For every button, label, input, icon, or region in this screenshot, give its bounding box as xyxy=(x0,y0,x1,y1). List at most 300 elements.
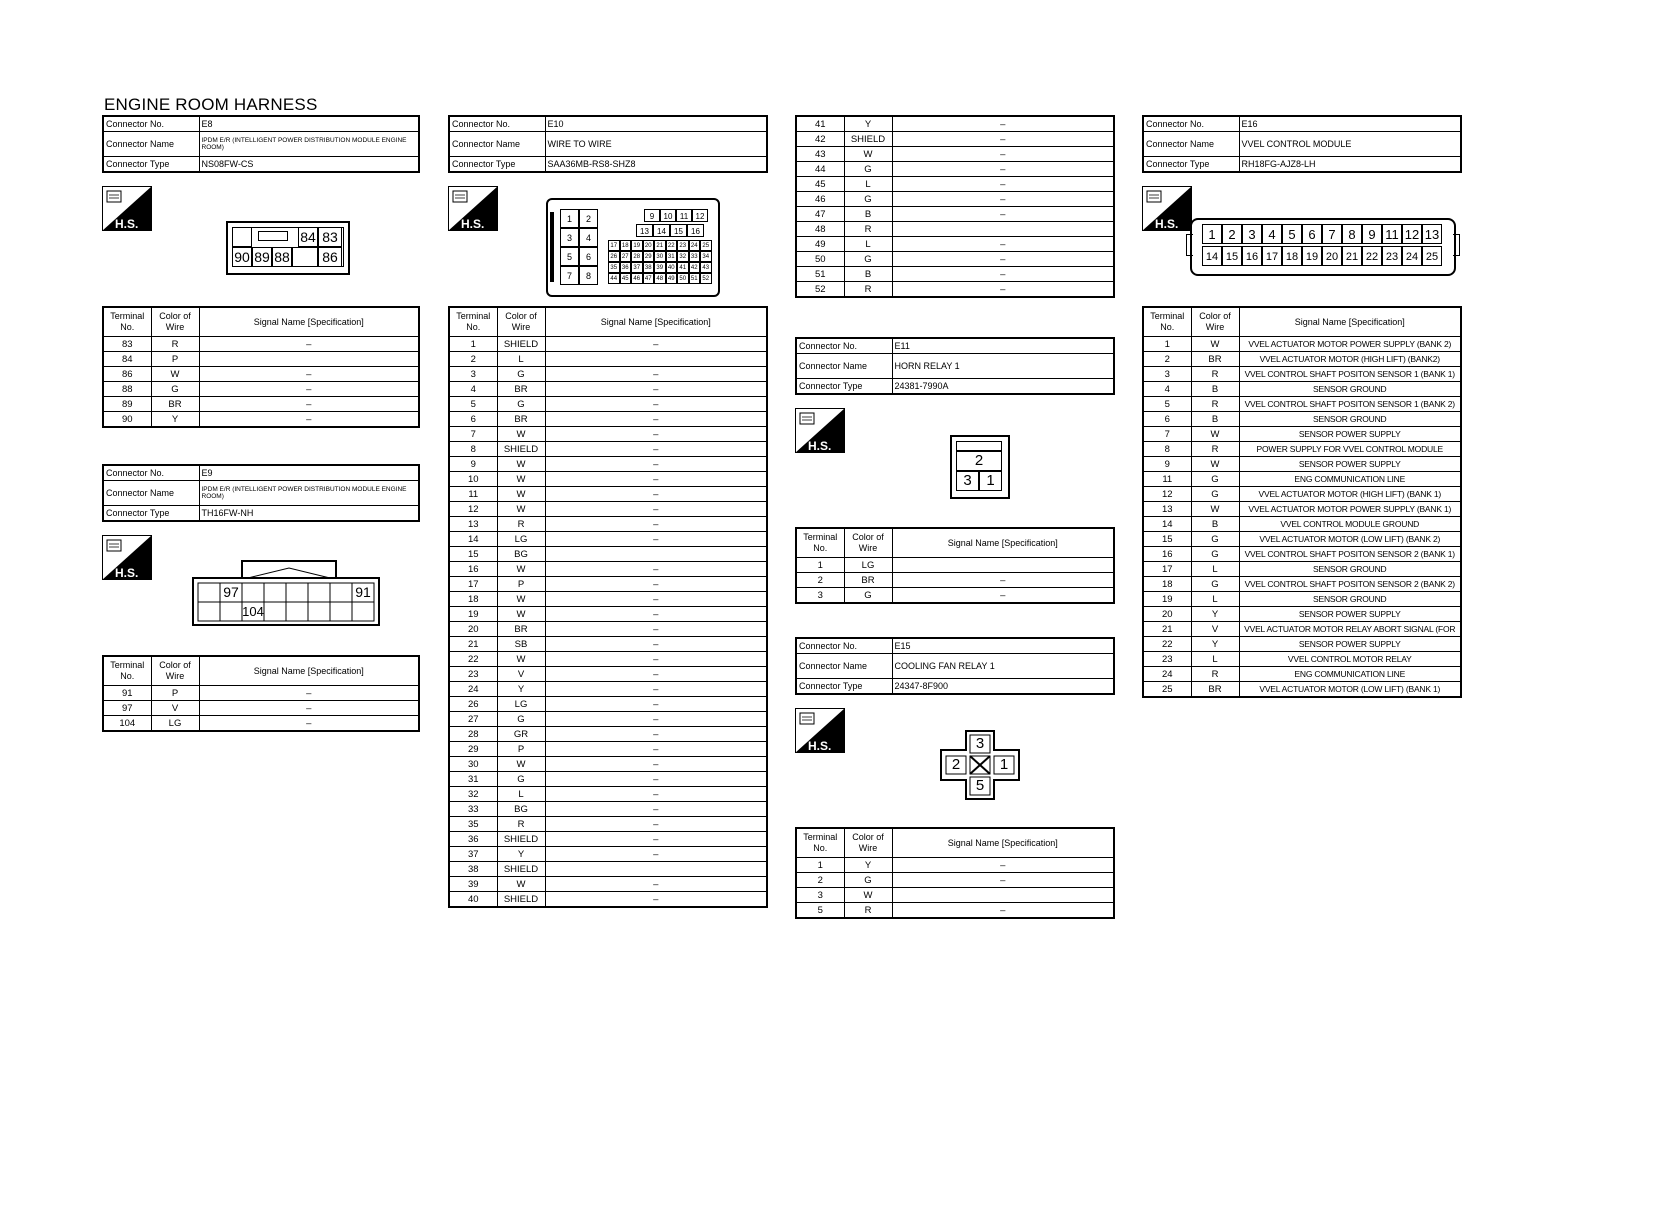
wire-color-cell: W xyxy=(497,757,545,772)
pin: 29 xyxy=(643,251,655,262)
e8-no: E8 xyxy=(199,116,419,132)
table-row xyxy=(449,682,767,697)
e15-name: COOLING FAN RELAY 1 xyxy=(892,654,1114,679)
wire-color-cell: G xyxy=(151,382,199,397)
table-row xyxy=(796,252,1114,267)
pin: 17 xyxy=(1262,246,1282,266)
pin: 16 xyxy=(1242,246,1262,266)
e10-terminal-table-cont xyxy=(795,115,1115,298)
table-row xyxy=(449,652,767,667)
signal-name-cell: SENSOR POWER SUPPLY xyxy=(1239,607,1461,622)
hs-label: H.S. xyxy=(808,739,832,753)
signal-name-cell: – xyxy=(545,712,767,727)
e10-no: E10 xyxy=(545,116,767,132)
signal-name-cell: VVEL CONTROL SHAFT POSITON SENSOR 1 (BANK 1) xyxy=(1239,367,1461,382)
table-row xyxy=(449,442,767,457)
wire-color-cell: Y xyxy=(1191,607,1239,622)
e16-name: VVEL CONTROL MODULE xyxy=(1239,132,1461,157)
terminal-no-cell: 43 xyxy=(796,147,844,162)
wire-color-cell: W xyxy=(497,427,545,442)
signal-name-cell: – xyxy=(545,337,767,352)
signal-name-cell: – xyxy=(545,667,767,682)
terminal-no-cell: 37 xyxy=(449,847,497,862)
pin: 45 xyxy=(620,273,632,284)
signal-name-cell xyxy=(892,558,1114,573)
terminal-no-cell: 11 xyxy=(449,487,497,502)
terminal-no-cell: 29 xyxy=(449,742,497,757)
signal-name-cell: SENSOR GROUND xyxy=(1239,382,1461,397)
wire-color-cell: BR xyxy=(497,622,545,637)
pin: 4 xyxy=(579,228,598,247)
terminal-no-cell: 11 xyxy=(1143,472,1191,487)
wire-color-cell: W xyxy=(1191,457,1239,472)
signal-name-cell: – xyxy=(545,577,767,592)
label: Connector Type xyxy=(103,157,199,173)
table-row xyxy=(449,562,767,577)
table-row xyxy=(1143,652,1461,667)
wire-color-cell: SHIELD xyxy=(497,442,545,457)
wire-color-cell: L xyxy=(844,177,892,192)
table-row xyxy=(449,427,767,442)
wire-color-cell: W xyxy=(497,472,545,487)
table-row xyxy=(1143,607,1461,622)
terminal-no-cell: 4 xyxy=(1143,382,1191,397)
pin: 20 xyxy=(1322,246,1342,266)
table-row xyxy=(103,686,419,701)
terminal-no-cell: 83 xyxy=(103,337,151,352)
table-row xyxy=(1143,382,1461,397)
table-row xyxy=(796,192,1114,207)
terminal-no-cell: 9 xyxy=(1143,457,1191,472)
signal-name-cell: – xyxy=(545,652,767,667)
e16-type: RH18FG-AJZ8-LH xyxy=(1239,157,1461,173)
pin: 3 xyxy=(560,228,579,247)
terminal-no-cell: 19 xyxy=(1143,592,1191,607)
terminal-no-cell: 38 xyxy=(449,862,497,877)
terminal-no-cell: 22 xyxy=(449,652,497,667)
table-row xyxy=(449,457,767,472)
pin: 83 xyxy=(318,227,342,247)
e11-no: E11 xyxy=(892,338,1114,354)
pin: 46 xyxy=(631,273,643,284)
signal-name-cell: – xyxy=(545,742,767,757)
wire-color-cell: G xyxy=(497,712,545,727)
terminal-no-cell: 12 xyxy=(449,502,497,517)
wire-color-cell: P xyxy=(151,352,199,367)
signal-name-cell: – xyxy=(545,877,767,892)
e15-connector-diagram xyxy=(940,730,1020,800)
pin: 25 xyxy=(700,240,712,251)
wire-color-cell: P xyxy=(151,686,199,701)
e15-no: E15 xyxy=(892,638,1114,654)
signal-name-cell: – xyxy=(545,622,767,637)
pin: 47 xyxy=(643,273,655,284)
pin: 12 xyxy=(692,209,708,222)
table-row xyxy=(449,502,767,517)
terminal-no-cell: 44 xyxy=(796,162,844,177)
table-row xyxy=(449,607,767,622)
terminal-no-cell: 9 xyxy=(449,457,497,472)
e10-type: SAA36MB-RS8-SHZ8 xyxy=(545,157,767,173)
table-row xyxy=(103,352,419,367)
pin: 15 xyxy=(670,224,687,237)
signal-name-cell: SENSOR POWER SUPPLY xyxy=(1239,637,1461,652)
table-row xyxy=(1143,637,1461,652)
table-row xyxy=(1143,367,1461,382)
wire-color-cell: LG xyxy=(497,532,545,547)
label: Connector No. xyxy=(103,116,199,132)
table-row xyxy=(449,367,767,382)
pin: 2 xyxy=(579,209,598,228)
table-row xyxy=(1143,487,1461,502)
wire-color-cell: G xyxy=(844,873,892,888)
terminal-no-cell: 88 xyxy=(103,382,151,397)
signal-name-cell: – xyxy=(199,716,419,732)
terminal-no-cell: 1 xyxy=(1143,337,1191,352)
table-row xyxy=(449,637,767,652)
e16-connector-diagram xyxy=(1190,218,1456,276)
table-row xyxy=(449,472,767,487)
label: Connector Type xyxy=(1143,157,1239,173)
e8-terminal-table xyxy=(102,306,420,428)
wire-color-cell: G xyxy=(497,397,545,412)
table-row xyxy=(449,892,767,908)
e9-type: TH16FW-NH xyxy=(199,506,419,522)
e16-info xyxy=(1142,115,1462,173)
terminal-no-cell: 49 xyxy=(796,237,844,252)
wire-color-cell: LG xyxy=(497,697,545,712)
terminal-no-cell: 15 xyxy=(449,547,497,562)
signal-name-cell: – xyxy=(545,847,767,862)
terminal-no-cell: 1 xyxy=(796,858,844,873)
signal-name-cell: – xyxy=(199,337,419,352)
pin: 2 xyxy=(956,451,1002,471)
wire-color-cell: L xyxy=(497,787,545,802)
signal-name-cell xyxy=(545,547,767,562)
pin: 51 xyxy=(689,273,701,284)
pin: 1 xyxy=(1202,224,1222,244)
table-row xyxy=(1143,397,1461,412)
table-row xyxy=(1143,517,1461,532)
terminal-no-cell: 14 xyxy=(449,532,497,547)
terminal-no-cell: 2 xyxy=(796,573,844,588)
hs-label: H.S. xyxy=(115,566,139,580)
signal-name-cell: – xyxy=(199,367,419,382)
wire-color-cell: W xyxy=(844,147,892,162)
header: Terminal No. xyxy=(449,307,497,337)
table-row xyxy=(449,517,767,532)
e10-info xyxy=(448,115,768,173)
e9-info xyxy=(102,464,420,522)
pin: 49 xyxy=(666,273,678,284)
pin: 90 xyxy=(232,247,252,267)
table-row xyxy=(449,712,767,727)
pin: 52 xyxy=(700,273,712,284)
signal-name-cell: – xyxy=(545,412,767,427)
hs-label: H.S. xyxy=(808,439,832,453)
terminal-no-cell: 84 xyxy=(103,352,151,367)
terminal-no-cell: 22 xyxy=(1143,637,1191,652)
hs-icon xyxy=(102,535,152,580)
signal-name-cell: – xyxy=(545,772,767,787)
wire-color-cell: BR xyxy=(497,382,545,397)
signal-name-cell: – xyxy=(545,427,767,442)
pin: 39 xyxy=(654,262,666,273)
table-row xyxy=(449,802,767,817)
label: Connector No. xyxy=(449,116,545,132)
terminal-no-cell: 52 xyxy=(796,282,844,298)
signal-name-cell: – xyxy=(545,787,767,802)
label: Connector Name xyxy=(449,132,545,157)
pin: 26 xyxy=(608,251,620,262)
terminal-no-cell: 25 xyxy=(1143,682,1191,698)
wire-color-cell: BG xyxy=(497,547,545,562)
label: Connector No. xyxy=(796,638,892,654)
signal-name-cell: – xyxy=(199,686,419,701)
pin: 5 xyxy=(560,247,579,266)
wire-color-cell: W xyxy=(497,502,545,517)
terminal-no-cell: 33 xyxy=(449,802,497,817)
table-row xyxy=(103,716,419,732)
pin: 37 xyxy=(631,262,643,273)
wire-color-cell: SHIELD xyxy=(497,337,545,352)
signal-name-cell: – xyxy=(892,147,1114,162)
pin: 2 xyxy=(951,756,961,773)
wire-color-cell: W xyxy=(1191,427,1239,442)
table-row xyxy=(449,847,767,862)
pin: 48 xyxy=(654,273,666,284)
table-row xyxy=(449,412,767,427)
header: Color of Wire xyxy=(151,307,199,337)
signal-name-cell: VVEL ACTUATOR MOTOR POWER SUPPLY (BANK 2) xyxy=(1239,337,1461,352)
terminal-no-cell: 21 xyxy=(1143,622,1191,637)
terminal-no-cell: 4 xyxy=(449,382,497,397)
wire-color-cell: G xyxy=(1191,487,1239,502)
terminal-no-cell: 32 xyxy=(449,787,497,802)
signal-name-cell: VVEL ACTUATOR MOTOR (HIGH LIFT) (BANK 1) xyxy=(1239,487,1461,502)
pin: 22 xyxy=(1362,246,1382,266)
signal-name-cell: – xyxy=(545,517,767,532)
wire-color-cell: W xyxy=(497,877,545,892)
wire-color-cell: P xyxy=(497,742,545,757)
wire-color-cell: B xyxy=(844,207,892,222)
e9-terminal-table xyxy=(102,655,420,732)
terminal-no-cell: 3 xyxy=(449,367,497,382)
pin: 28 xyxy=(631,251,643,262)
terminal-no-cell: 24 xyxy=(449,682,497,697)
table-row xyxy=(103,397,419,412)
terminal-no-cell: 30 xyxy=(449,757,497,772)
terminal-no-cell: 27 xyxy=(449,712,497,727)
signal-name-cell: VVEL CONTROL SHAFT POSITON SENSOR 1 (BANK 2) xyxy=(1239,397,1461,412)
wire-color-cell: GR xyxy=(497,727,545,742)
pin: 21 xyxy=(654,240,666,251)
terminal-no-cell: 17 xyxy=(449,577,497,592)
wire-color-cell: G xyxy=(844,252,892,267)
terminal-no-cell: 8 xyxy=(1143,442,1191,457)
table-row xyxy=(796,888,1114,903)
terminal-no-cell: 20 xyxy=(449,622,497,637)
pin: 19 xyxy=(631,240,643,251)
pin: 1 xyxy=(979,471,1002,491)
signal-name-cell: – xyxy=(545,607,767,622)
table-row xyxy=(1143,337,1461,352)
header: Color of Wire xyxy=(151,656,199,686)
table-row xyxy=(796,858,1114,873)
wire-color-cell: SHIELD xyxy=(844,132,892,147)
signal-name-cell: POWER SUPPLY FOR VVEL CONTROL MODULE xyxy=(1239,442,1461,457)
terminal-no-cell: 91 xyxy=(103,686,151,701)
wire-color-cell: G xyxy=(844,588,892,604)
pin: 24 xyxy=(689,240,701,251)
header: Signal Name [Specification] xyxy=(1239,307,1461,337)
wire-color-cell: R xyxy=(497,817,545,832)
e8-connector-diagram xyxy=(226,221,350,275)
terminal-no-cell: 40 xyxy=(449,892,497,908)
pin: 15 xyxy=(1222,246,1242,266)
pin: 27 xyxy=(620,251,632,262)
wire-color-cell: R xyxy=(844,282,892,298)
table-row xyxy=(103,367,419,382)
wire-color-cell: R xyxy=(844,222,892,237)
terminal-no-cell: 17 xyxy=(1143,562,1191,577)
table-row xyxy=(449,382,767,397)
wire-color-cell: R xyxy=(1191,667,1239,682)
signal-name-cell: – xyxy=(892,207,1114,222)
signal-name-cell: – xyxy=(892,192,1114,207)
pin: 13 xyxy=(636,224,653,237)
wire-color-cell: R xyxy=(1191,367,1239,382)
table-row xyxy=(1143,472,1461,487)
terminal-no-cell: 51 xyxy=(796,267,844,282)
table-row xyxy=(796,132,1114,147)
signal-name-cell: – xyxy=(545,487,767,502)
table-row xyxy=(796,207,1114,222)
terminal-no-cell: 13 xyxy=(449,517,497,532)
wire-color-cell: G xyxy=(844,162,892,177)
pin: 4 xyxy=(1262,224,1282,244)
table-row xyxy=(796,237,1114,252)
signal-name-cell: – xyxy=(545,682,767,697)
table-row xyxy=(1143,577,1461,592)
pin: 12 xyxy=(1402,224,1422,244)
hs-icon xyxy=(795,408,845,453)
pin: 10 xyxy=(660,209,676,222)
pin: 11 xyxy=(676,209,692,222)
table-row xyxy=(449,817,767,832)
signal-name-cell: VVEL CONTROL MODULE GROUND xyxy=(1239,517,1461,532)
terminal-no-cell: 21 xyxy=(449,637,497,652)
pin: 1 xyxy=(999,756,1009,773)
pin: 9 xyxy=(1362,224,1382,244)
header: Signal Name [Specification] xyxy=(545,307,767,337)
e10-connector-diagram xyxy=(546,198,720,297)
wire-color-cell: G xyxy=(1191,472,1239,487)
terminal-no-cell: 36 xyxy=(449,832,497,847)
table-row xyxy=(796,573,1114,588)
table-row xyxy=(796,558,1114,573)
label: Connector Type xyxy=(796,679,892,695)
terminal-no-cell: 15 xyxy=(1143,532,1191,547)
pin: 41 xyxy=(677,262,689,273)
header: Terminal No. xyxy=(103,307,151,337)
terminal-no-cell: 3 xyxy=(796,588,844,604)
wire-color-cell: SHIELD xyxy=(497,892,545,908)
wire-color-cell: R xyxy=(1191,442,1239,457)
signal-name-cell: – xyxy=(545,697,767,712)
signal-name-cell: – xyxy=(892,132,1114,147)
pin: 14 xyxy=(1202,246,1222,266)
pin: 34 xyxy=(700,251,712,262)
table-row xyxy=(796,588,1114,604)
table-row xyxy=(449,727,767,742)
signal-name-cell: – xyxy=(892,162,1114,177)
e11-terminal-table xyxy=(795,527,1115,604)
table-row xyxy=(796,903,1114,919)
e15-terminal-table xyxy=(795,827,1115,919)
table-row xyxy=(796,873,1114,888)
pin: 50 xyxy=(677,273,689,284)
terminal-no-cell: 12 xyxy=(1143,487,1191,502)
pin: 17 xyxy=(608,240,620,251)
terminal-no-cell: 5 xyxy=(449,397,497,412)
table-row xyxy=(449,832,767,847)
table-row xyxy=(1143,352,1461,367)
signal-name-cell: – xyxy=(892,873,1114,888)
signal-name-cell: – xyxy=(545,637,767,652)
hs-icon xyxy=(1142,186,1192,231)
table-row xyxy=(449,697,767,712)
terminal-no-cell: 104 xyxy=(103,716,151,732)
pin: 9 xyxy=(644,209,660,222)
signal-name-cell: – xyxy=(892,116,1114,132)
e15-info xyxy=(795,637,1115,695)
e16-no: E16 xyxy=(1239,116,1461,132)
signal-name-cell: ENG COMMUNICATION LINE xyxy=(1239,667,1461,682)
e11-name: HORN RELAY 1 xyxy=(892,354,1114,379)
signal-name-cell: SENSOR GROUND xyxy=(1239,412,1461,427)
wire-color-cell: SB xyxy=(497,637,545,652)
table-row xyxy=(796,282,1114,298)
pin: 24 xyxy=(1402,246,1422,266)
signal-name-cell: – xyxy=(545,472,767,487)
signal-name-cell: SENSOR POWER SUPPLY xyxy=(1239,457,1461,472)
table-row xyxy=(1143,622,1461,637)
signal-name-cell: SENSOR GROUND xyxy=(1239,562,1461,577)
pin: 30 xyxy=(654,251,666,262)
terminal-no-cell: 8 xyxy=(449,442,497,457)
signal-name-cell: – xyxy=(545,367,767,382)
wire-color-cell: W xyxy=(497,562,545,577)
table-row xyxy=(1143,532,1461,547)
table-row xyxy=(103,337,419,352)
signal-name-cell: – xyxy=(545,817,767,832)
wire-color-cell: W xyxy=(1191,502,1239,517)
wire-color-cell: Y xyxy=(844,116,892,132)
terminal-no-cell: 5 xyxy=(1143,397,1191,412)
e10-name: WIRE TO WIRE xyxy=(545,132,767,157)
terminal-no-cell: 26 xyxy=(449,697,497,712)
table-row xyxy=(1143,442,1461,457)
terminal-no-cell: 23 xyxy=(1143,652,1191,667)
header: Terminal No. xyxy=(1143,307,1191,337)
table-row xyxy=(1143,682,1461,698)
signal-name-cell: – xyxy=(892,573,1114,588)
wire-color-cell: BR xyxy=(1191,352,1239,367)
wire-color-cell: V xyxy=(497,667,545,682)
table-row xyxy=(1143,412,1461,427)
header: Color of Wire xyxy=(844,528,892,558)
